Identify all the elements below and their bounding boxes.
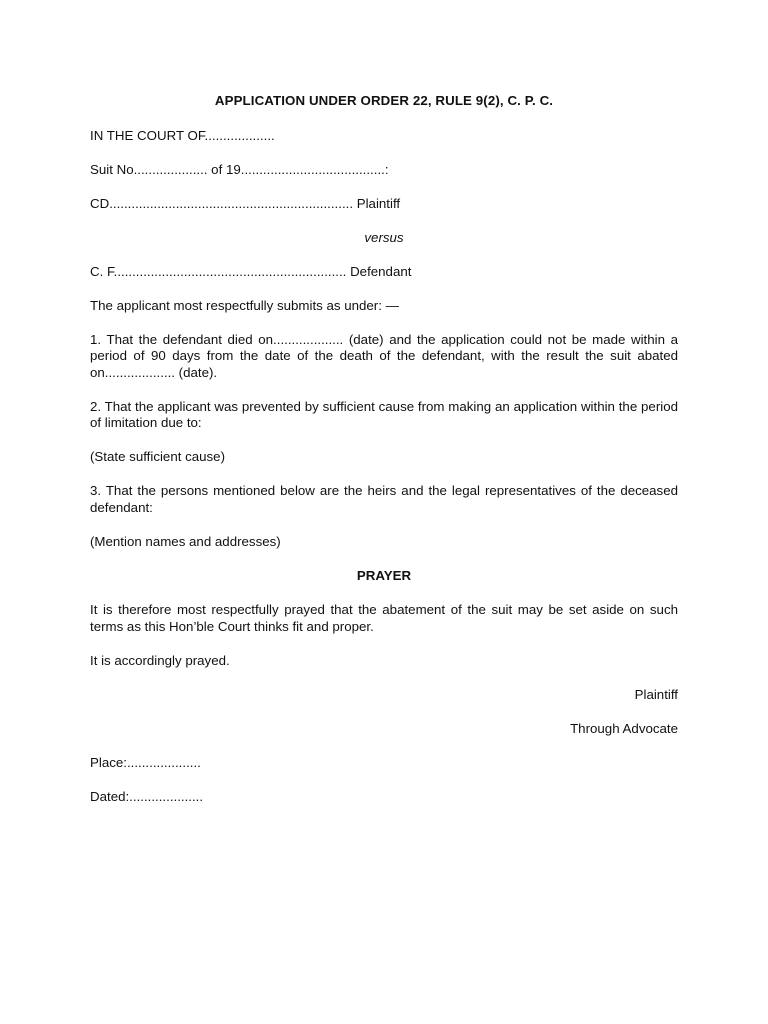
defendant-line: C. F............................................................... Defendant — [90, 263, 412, 279]
place-line: Place:.................... — [90, 754, 201, 770]
court-line: IN THE COURT OF................... — [90, 127, 275, 143]
versus-label: versus — [364, 229, 404, 245]
point-2-placeholder: (State sufficient cause) — [90, 449, 226, 464]
signature-advocate: Through Advocate — [570, 720, 678, 736]
dated-line: Dated:.................... — [90, 788, 204, 804]
closing-line: It is accordingly prayed. — [90, 652, 230, 668]
point-2-paragraph: 2. That the applicant was prevented by sufficient cause from making an application within the period of limitation due to: — [90, 398, 678, 430]
document-title: APPLICATION UNDER ORDER 22, RULE 9(2), C. P. C. — [214, 93, 554, 108]
point-3-paragraph: 3. That the persons mentioned below are the heirs and the legal representatives of the deceased defendant: — [90, 483, 678, 515]
plaintiff-line: CD.................................................................. Plaintiff — [90, 195, 401, 211]
document-page — [90, 93, 678, 823]
prayer-heading: PRAYER — [356, 567, 412, 583]
point-3-placeholder: (Mention names and addresses) — [90, 533, 281, 549]
suit-number-line: Suit No.................... of 19.......................................: — [90, 161, 389, 177]
intro-paragraph: The applicant most respectfully submits as under: — — [90, 297, 399, 313]
signature-plaintiff: Plaintiff — [634, 686, 678, 702]
prayer-paragraph: It is therefore most respectfully prayed that the abatement of the suit may be set aside on such terms as this Hon’ble Court thinks fit and proper. — [90, 602, 678, 634]
point-1-paragraph: 1. That the defendant died on................... (date) and the application could not be made within a period of 90 days from the date of the death of the defendant, with the result the suit abated on................... (date). — [90, 331, 678, 380]
